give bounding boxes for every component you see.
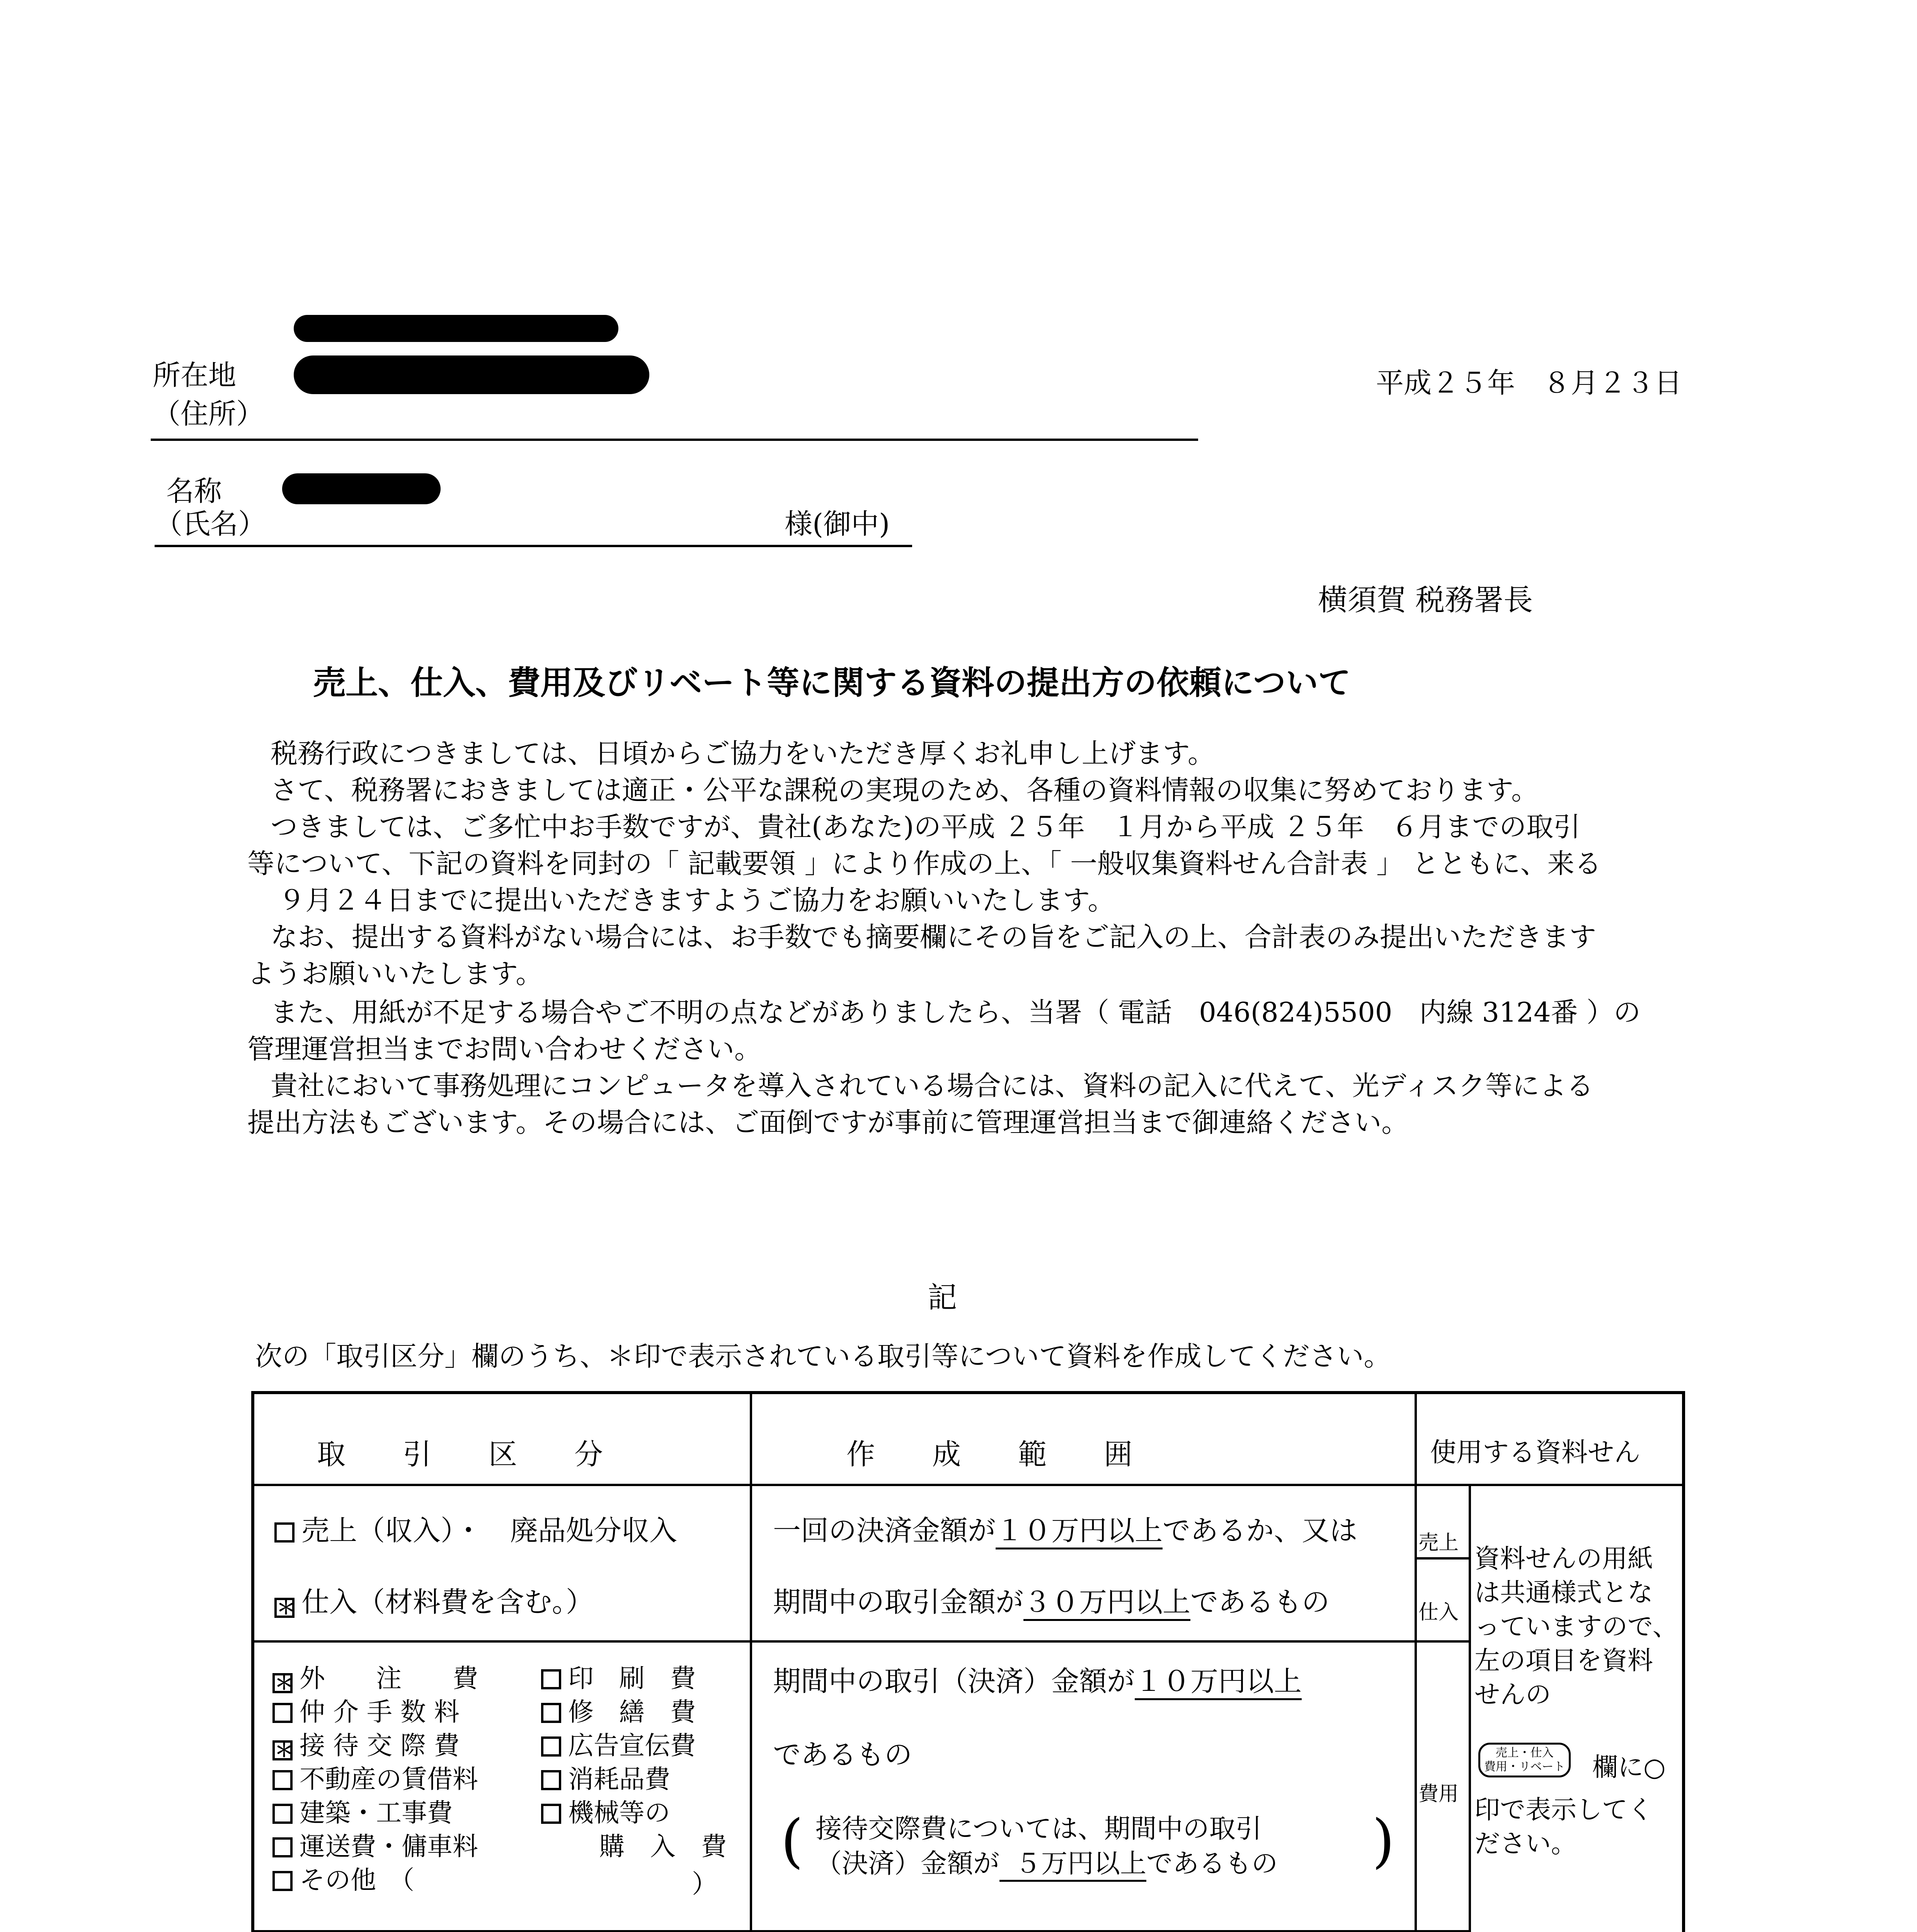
body-line-7: ようお願いいたします。 [247,958,543,990]
side-note-line: せんの [1474,1680,1551,1709]
name-sub-label: （氏名） [155,508,266,540]
range-row2-note2 [815,1851,1278,1877]
item-advertising[interactable] [541,1729,727,1762]
redacted-address [294,355,649,394]
range-row1-line2 [773,1588,1330,1616]
name-line [155,545,912,547]
checkbox-printing[interactable] [541,1669,561,1689]
side-note [1474,1542,1678,1712]
range-row2-note2-pre: （決済）金額が [815,1849,1000,1879]
range-row1-line1-post: であるか、又は [1163,1514,1358,1547]
table-row2-rule [251,1930,1469,1932]
item-sales-label: 売上（収入）・ 廃品処分収入 [301,1514,678,1547]
range-row2-amount: １０万円以上 [1135,1665,1302,1700]
address-line [151,439,1198,441]
item-transport[interactable] [272,1830,478,1863]
range-row2-note1: 接待交際費については、期間中の取引 [815,1814,1262,1844]
checkbox-construction[interactable] [272,1804,293,1824]
range-row2-note2-amount: ５万円以上 [999,1849,1146,1882]
expense-items-left [272,1662,478,1897]
item-repair[interactable] [541,1695,727,1729]
item-entertainment-label: 接 待 交 際 費 [300,1731,460,1760]
checkbox-outsourcing-checked[interactable]: ＊ [272,1673,293,1693]
table-row1-inner-rule [1415,1557,1469,1560]
item-real-estate-rent-label: 不動産の賃借料 [300,1764,478,1794]
tag-sales: 売上 [1418,1531,1459,1554]
item-consumables[interactable] [541,1762,727,1796]
checkbox-real-estate-rent[interactable] [272,1770,293,1790]
item-sales[interactable] [274,1514,678,1547]
item-transport-label: 運送費・傭車料 [300,1832,478,1861]
checkbox-repair[interactable] [541,1703,561,1723]
checkbox-brokerage[interactable] [272,1703,293,1723]
tag-purchase: 仕入 [1418,1601,1459,1624]
checkbox-entertainment-checked[interactable]: ＊ [272,1740,293,1760]
checkbox-purchase-checked[interactable]: ＊ [274,1598,295,1618]
range-row1-amount1: １０万円以上 [996,1514,1163,1549]
honorific: 様(御中) [785,508,890,540]
item-purchase-label: 仕入（材料費を含む。） [301,1586,594,1618]
name-label: 名称 [166,475,222,507]
side-note-line8: ださい。 [1474,1829,1577,1859]
range-row1-amount2: ３０万円以上 [1023,1586,1190,1621]
table-divider-col2 [1415,1391,1417,1932]
item-repair-label: 修 繕 費 [568,1697,696,1727]
instruction-text: 次の「取引区分」欄のうち、＊印で表示されている取引等について資料を作成してください。 [255,1340,1391,1372]
item-consumables-label: 消耗品費 [568,1764,670,1794]
checkbox-advertising[interactable] [541,1736,561,1757]
item-entertainment[interactable] [272,1729,478,1762]
body-line-8: また、用紙が不足する場合やご不明の点などがありましたら、当署（ 電話 046(824)5500 内線 3124番 ）の [271,997,1641,1028]
side-note-line: 左の項目を資料 [1474,1646,1653,1675]
side-note-circle-text: 欄に○ [1592,1752,1666,1782]
item-machinery[interactable] [541,1796,727,1830]
item-construction[interactable] [272,1796,478,1830]
range-row2-note2-post: であるもの [1146,1849,1278,1879]
range-row1-line1-pre: 一回の決済金額が [773,1514,996,1547]
checkbox-sales[interactable] [274,1522,295,1543]
body-line-1: 税務行政につきましては、日頃からご協力をいただき厚くお礼申し上げます。 [271,738,1215,769]
body-line-2: さて、税務署におきましては適正・公平な課税の実現のため、各種の資料情報の収集に努めております。 [271,774,1539,806]
item-advertising-label: 広告宣伝費 [568,1731,696,1760]
item-construction-label: 建築・工事費 [300,1798,453,1828]
range-row2-line1 [773,1667,1302,1695]
body-line-4: 等について、下記の資料を同封の「 記載要領 」により作成の上、「 一般収集資料せん合計表 」 とともに、来る [247,848,1602,879]
range-row1-line2-post: であるもの [1190,1586,1330,1618]
range-row2-pre: 期間中の取引（決済）金額が [773,1665,1135,1697]
side-note-line: 資料せんの用紙 [1474,1544,1653,1573]
checkbox-machinery[interactable] [541,1804,561,1824]
sender: 横須賀 税務署長 [1318,583,1533,617]
item-purchase[interactable] [274,1588,594,1618]
range-row2-paren-close: ) [1372,1808,1395,1875]
side-note-line: は共通様式とな [1474,1578,1653,1607]
side-note-line: っていますので、 [1474,1612,1678,1641]
item-machinery-purchase [541,1830,727,1863]
checkbox-other[interactable] [272,1871,293,1891]
form-type-stamp [1478,1743,1571,1777]
date: 平成２５年 ８月２３日 [1376,367,1682,399]
header-scope: 作 成 範 囲 [846,1438,1132,1471]
expense-items-right [541,1662,727,1863]
redacted-address-top [294,315,618,342]
item-other[interactable] [272,1863,478,1897]
tag-expense: 費用 [1418,1782,1459,1806]
body-line-11: 提出方法もございます。その場合には、ご面倒ですが事前に管理運営担当まで御連絡ください。 [247,1107,1409,1138]
range-row1-line1 [773,1514,1358,1547]
body-line-10: 貴社において事務処理にコンピュータを導入されている場合には、資料の記入に代えて、光ディスク等による [271,1070,1594,1102]
range-row2-paren-open: ( [781,1808,804,1875]
document-title: 売上、仕入、費用及びリベート等に関する資料の提出方の依頼について [313,663,1351,702]
header-form-used: 使用する資料せん [1430,1437,1641,1468]
item-machinery-purchase-label: 購 入 費 [599,1832,727,1861]
range-row2-line2: であるもの [773,1738,913,1771]
body-line-6: なお、提出する資料がない場合には、お手数でも摘要欄にその旨をご記入の上、合計表のみ提出いただきます [271,921,1596,953]
stamp-line2: 費用・リベート [1484,1760,1565,1774]
checkbox-consumables[interactable] [541,1770,561,1790]
range-row1-line2-pre: 期間中の取引金額が [773,1586,1024,1618]
address-label: 所在地 [153,359,237,391]
address-sub-label: （住所） [153,398,264,430]
body-line-3: つきましては、ご多忙中お手数ですが、貴社(あなた)の平成 ２５年 １月から平成 ２５年 ６月までの取引 [271,811,1581,843]
item-other-close: ） [692,1869,717,1899]
item-outsourcing-label: 外 注 費 [300,1663,478,1693]
item-printing-label: 印 刷 費 [568,1663,696,1693]
item-brokerage[interactable] [272,1695,478,1729]
table-row1-rule [251,1640,1469,1643]
item-brokerage-label: 仲 介 手 数 料 [300,1697,460,1727]
checkbox-transport[interactable] [272,1837,293,1857]
side-note-line7: 印で表示してく [1474,1795,1653,1825]
body-line-9: 管理運営担当までお問い合わせください。 [247,1033,761,1065]
item-real-estate-rent[interactable] [272,1762,478,1796]
stamp-line1: 売上・仕入 [1495,1746,1554,1760]
item-other-label: その他 （ [300,1865,414,1895]
table-header-rule [251,1484,1685,1486]
item-outsourcing[interactable] [272,1662,478,1695]
ki-heading: 記 [928,1280,957,1315]
body-line-5: ９月２４日までに提出いただきますようご協力をお願いいたします。 [278,884,1115,916]
table-divider-col1 [750,1391,752,1932]
table-divider-tag [1469,1484,1471,1932]
redacted-name [282,473,441,504]
item-printing[interactable] [541,1662,727,1695]
header-transaction-type: 取 引 区 分 [317,1438,603,1471]
item-machinery-label: 機械等の [568,1798,670,1828]
